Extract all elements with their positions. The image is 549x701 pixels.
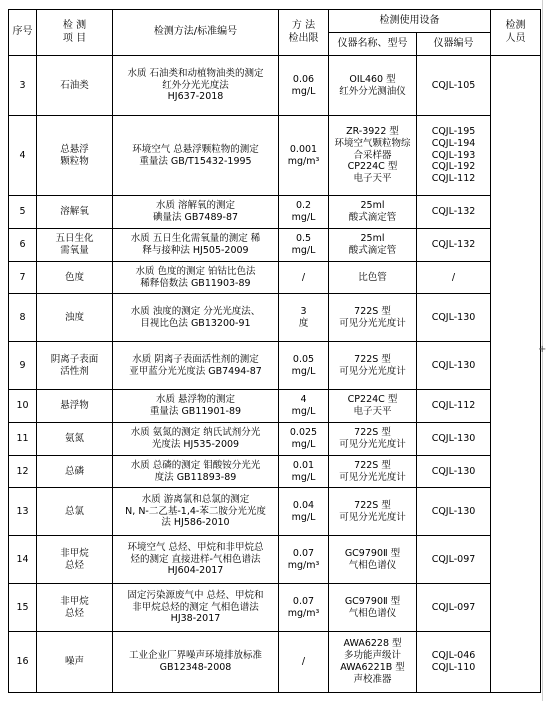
- cell-instrument: 722S 型 可见分光光度计: [329, 423, 417, 456]
- cell-limit: 0.06 mg/L: [279, 56, 329, 116]
- cell-staff: [491, 56, 541, 693]
- table-row: [9, 229, 541, 262]
- table-row: [9, 294, 541, 342]
- table-row: [9, 584, 541, 632]
- cell-no: 6: [9, 229, 37, 262]
- cell-no: 8: [9, 294, 37, 342]
- cell-limit: 4 mg/L: [279, 390, 329, 423]
- table-row: [9, 456, 541, 488]
- cell-item: 非甲烷 总烃: [37, 584, 113, 632]
- table-row: [9, 632, 541, 693]
- table-row: [9, 536, 541, 584]
- cell-item: 阴离子表面 活性剂: [37, 342, 113, 390]
- cell-limit: 0.07 mg/m³: [279, 536, 329, 584]
- cell-instrument: ZR-3922 型 环境空气颗粒物综 合采样器 CP224C 型 电子天平: [329, 116, 417, 196]
- table-row: [9, 488, 541, 536]
- cell-limit: 3 度: [279, 294, 329, 342]
- cell-item: 总磷: [37, 456, 113, 488]
- cell-no: 10: [9, 390, 37, 423]
- cell-instrument: AWA6228 型 多功能声级计 AWA6221B 型 声校准器: [329, 632, 417, 693]
- cell-limit: /: [279, 632, 329, 693]
- cell-instrument: 比色管: [329, 262, 417, 294]
- cell-item: 噪声: [37, 632, 113, 693]
- cell-instrument-id: CQJL-130: [417, 423, 491, 456]
- table-row: [9, 390, 541, 423]
- table-row: [9, 196, 541, 229]
- cell-instrument: GC9790Ⅱ 型 气相色谱仪: [329, 536, 417, 584]
- cell-item: 悬浮物: [37, 390, 113, 423]
- cell-no: 12: [9, 456, 37, 488]
- cell-instrument: 722S 型 可见分光光度计: [329, 342, 417, 390]
- cell-method: 固定污染源废气中 总烃、甲烷和 非甲烷总烃的测定 气相色谱法 HJ38-2017: [113, 584, 279, 632]
- header-equipment: 检测使用设备: [329, 10, 491, 33]
- cell-method: 水质 氨氮的测定 纳氏试剂分光 光度法 HJ535-2009: [113, 423, 279, 456]
- cell-instrument: CP224C 型 电子天平: [329, 390, 417, 423]
- cell-limit: 0.05 mg/L: [279, 342, 329, 390]
- cell-limit: 0.025 mg/L: [279, 423, 329, 456]
- header-instrument-name: 仪器名称、型号: [329, 33, 417, 56]
- cell-instrument-id: CQJL-132: [417, 196, 491, 229]
- cell-method: 环境空气 总悬浮颗粒物的测定 重量法 GB/T15432-1995: [113, 116, 279, 196]
- cell-instrument: OIL460 型 红外分光测油仪: [329, 56, 417, 116]
- cell-no: 16: [9, 632, 37, 693]
- cell-limit: 0.07 mg/m³: [279, 584, 329, 632]
- header-method: 检测方法/标准编号: [113, 10, 279, 56]
- cell-method: 水质 五日生化需氧量的测定 稀 释与接种法 HJ505-2009: [113, 229, 279, 262]
- cell-no: 11: [9, 423, 37, 456]
- cell-method: 水质 游离氯和总氯的测定 N, N-二乙基-1,4-苯二胺分光光度 法 HJ586-2010: [113, 488, 279, 536]
- cell-no: 7: [9, 262, 37, 294]
- detection-equipment-table: [8, 9, 541, 693]
- header-instrument-id: 仪器编号: [417, 33, 491, 56]
- cell-instrument: 722S 型 可见分光光度计: [329, 456, 417, 488]
- cell-instrument-id: CQJL-097: [417, 536, 491, 584]
- cell-item: 总悬浮 颗粒物: [37, 116, 113, 196]
- cell-instrument-id: CQJL-130: [417, 342, 491, 390]
- cell-method: 水质 总磷的测定 钼酸铵分光光 度法 GB11893-89: [113, 456, 279, 488]
- cell-instrument: 722S 型 可见分光光度计: [329, 488, 417, 536]
- cell-instrument-id: CQJL-112: [417, 390, 491, 423]
- cell-item: 非甲烷 总烃: [37, 536, 113, 584]
- cell-instrument-id: CQJL-105: [417, 56, 491, 116]
- cell-limit: 0.04 mg/L: [279, 488, 329, 536]
- cell-instrument-id: CQJL-046 CQJL-110: [417, 632, 491, 693]
- cell-no: 13: [9, 488, 37, 536]
- cell-item: 总氯: [37, 488, 113, 536]
- cell-no: 14: [9, 536, 37, 584]
- cell-item: 溶解氧: [37, 196, 113, 229]
- cell-item: 色度: [37, 262, 113, 294]
- cell-method: 工业企业厂界噪声环境排放标准 GB12348-2008: [113, 632, 279, 693]
- cell-instrument: GC9790Ⅱ 型 气相色谱仪: [329, 584, 417, 632]
- cell-limit: 0.2 mg/L: [279, 196, 329, 229]
- cell-limit: 0.5 mg/L: [279, 229, 329, 262]
- table-row: [9, 116, 541, 196]
- cell-method: 水质 悬浮物的测定 重量法 GB11901-89: [113, 390, 279, 423]
- table-row: [9, 56, 541, 116]
- header-limit: 方 法 检出限: [279, 10, 329, 56]
- cell-instrument-id: CQJL-132: [417, 229, 491, 262]
- cell-item: 五日生化 需氧量: [37, 229, 113, 262]
- table-row: [9, 262, 541, 294]
- header-item: 检 测 项 目: [37, 10, 113, 56]
- cell-no: 4: [9, 116, 37, 196]
- cell-method: 水质 阴离子表面活性剂的测定 亚甲蓝分光光度法 GB7494-87: [113, 342, 279, 390]
- cell-method: 水质 溶解氧的测定 碘量法 GB7489-87: [113, 196, 279, 229]
- table-row: [9, 423, 541, 456]
- cell-no: 15: [9, 584, 37, 632]
- cell-instrument-id: CQJL-195 CQJL-194 CQJL-193 CQJL-192 CQJL-112: [417, 116, 491, 196]
- cell-limit: 0.01 mg/L: [279, 456, 329, 488]
- cell-no: 5: [9, 196, 37, 229]
- cell-item: 石油类: [37, 56, 113, 116]
- cell-no: 3: [9, 56, 37, 116]
- add-icon[interactable]: +: [538, 344, 547, 355]
- cell-instrument: 25ml 酸式滴定管: [329, 229, 417, 262]
- cell-limit: /: [279, 262, 329, 294]
- cell-method: 水质 浊度的测定 分光光度法、 目视比色法 GB13200-91: [113, 294, 279, 342]
- cell-item: 浊度: [37, 294, 113, 342]
- cell-method: 水质 色度的测定 铂钴比色法 稀释倍数法 GB11903-89: [113, 262, 279, 294]
- cell-instrument-id: CQJL-130: [417, 294, 491, 342]
- cell-method: 水质 石油类和动植物油类的测定 红外分光光度法 HJ637-2018: [113, 56, 279, 116]
- table-row: [9, 342, 541, 390]
- cell-instrument-id: CQJL-130: [417, 456, 491, 488]
- cell-limit: 0.001 mg/m³: [279, 116, 329, 196]
- cell-instrument-id: CQJL-097: [417, 584, 491, 632]
- cell-method: 环境空气 总烃、甲烷和非甲烷总 烃的测定 直接进样-气相色谱法 HJ604-2017: [113, 536, 279, 584]
- cell-item: 氨氮: [37, 423, 113, 456]
- cell-instrument-id: /: [417, 262, 491, 294]
- header-seq: 序号: [9, 10, 37, 56]
- cell-instrument: 25ml 酸式滴定管: [329, 196, 417, 229]
- cell-instrument: 722S 型 可见分光光度计: [329, 294, 417, 342]
- header-staff: 检测 人员: [491, 10, 541, 56]
- cell-no: 9: [9, 342, 37, 390]
- cell-instrument-id: CQJL-130: [417, 488, 491, 536]
